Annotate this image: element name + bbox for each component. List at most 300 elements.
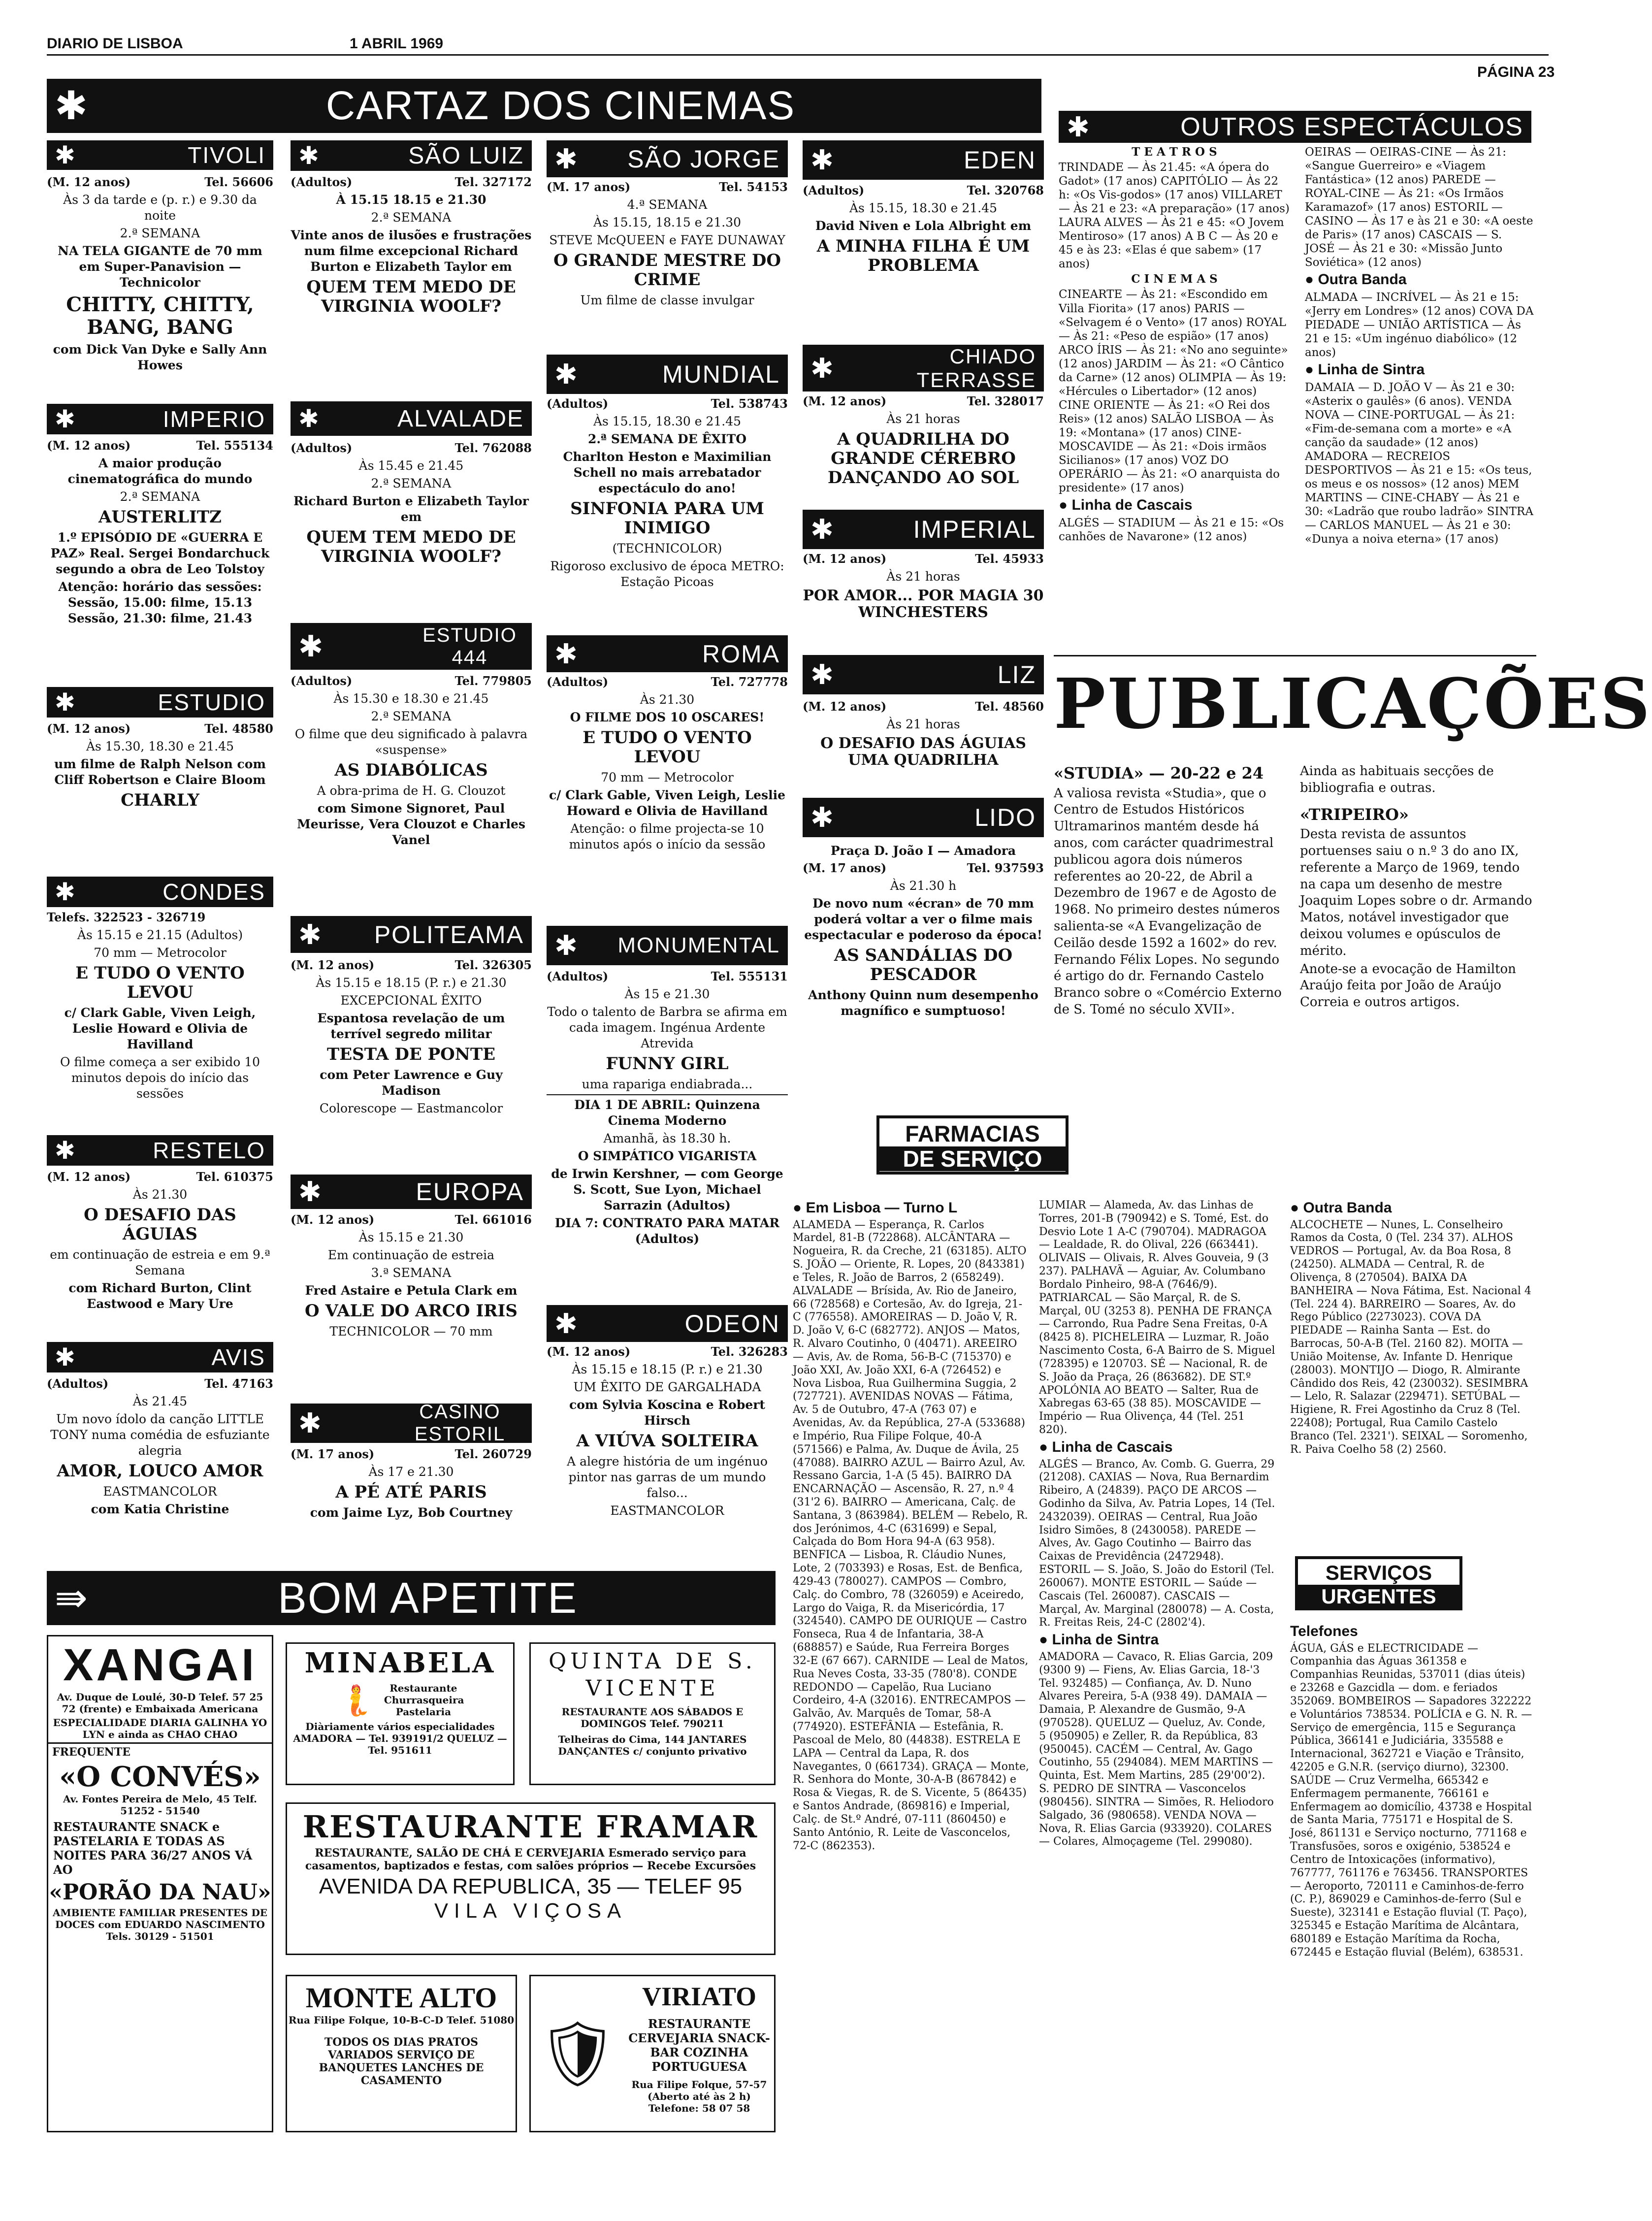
description: O filme que deu significado à palavra «suspense» [294, 726, 528, 757]
cast: com Dick Van Dyke e Sally Ann Howes [53, 342, 267, 372]
minabela-text: Diàriamente vários especialidades [305, 1721, 495, 1732]
cast-2: de Irwin Kershner, — com George S. Scott, Sue Lyon, Michael Sarrazin (Adultos) [551, 1166, 783, 1212]
cinema-odeon [547, 1344, 788, 1541]
age-rating: (M. 12 anos) [47, 175, 131, 189]
phone: Tel. 937593 [967, 861, 1044, 875]
montealto-name: MONTE ALTO [305, 1982, 497, 2014]
cinema-name: MONUMENTAL [617, 933, 780, 957]
star-icon: ✱ [810, 352, 834, 384]
xangai-text: ESPECIALIDADE DIARIA GALINHA YO LYN e ainda as CHAO CHAO [53, 1717, 267, 1740]
cinema-header-estudio444 [291, 623, 532, 670]
frequente-label: FREQUENTE [48, 1742, 272, 1761]
sessions: Às 3 da tarde e (p. r.) e 9.30 da noite [63, 192, 257, 223]
cinemas-title: CARTAZ DOS CINEMAS [325, 83, 796, 128]
cinema-lido [803, 841, 1044, 1078]
phone: Tel. 48580 [204, 721, 273, 736]
phone: Tel. 538743 [711, 396, 788, 411]
phone: Tel. 326283 [711, 1344, 788, 1359]
outros-title: OUTROS ESPECTÁCULOS [1180, 112, 1523, 141]
cinema-tivoli [47, 175, 273, 384]
telefones-heading: Telefones [1290, 1623, 1358, 1639]
film-title: E TUDO O VENTO LEVOU [75, 963, 245, 1002]
film-title: QUEM TEM MEDO DE VIRGINIA WOOLF? [306, 277, 516, 316]
sessions: Às 21 horas [886, 569, 960, 584]
sintra-list: DAMAIA — D. JOÃO V — Às 21 e 30: «Asterix o gaulês» (6 anos). VENDA NOVA — CINE-PORTUGAL — Às 21: «Fim-de-semana com a morte» e «A canção da saudade» (12 anos) AMADORA — RECREIOS DESPORTIVOS — Às 21 e 15: «Os teus, os meus e os nossos» (12 anos) MEM MARTINS — CINE-CHABY — Às 21 e 30: «Ladrão que roubo ladrão» SINTRA — CARLOS MANUEL — Às 21 e 30: «Dunya a noiva eterna» (17 anos) [1305, 381, 1533, 546]
cinema-header-europa [291, 1175, 532, 1209]
cinema-name: POLITEAMA [374, 920, 524, 948]
age-rating: (Adultos) [547, 969, 609, 983]
cinema-roma [547, 675, 788, 906]
farmacias-col2 [1039, 1199, 1275, 2125]
porao-name: «PORÃO DA NAU» [49, 1880, 271, 1905]
sintra-heading: Linha de Sintra [1318, 361, 1425, 378]
description: A maior produção cinematográfica do mundo [67, 456, 253, 486]
cinema-imperial [803, 552, 1044, 643]
star-icon: ✱ [55, 688, 75, 716]
phone: Tel. 48560 [975, 699, 1044, 714]
phone: Tel. 327172 [454, 175, 532, 189]
note: Em continuação de estreia [327, 1247, 495, 1262]
format: 70 mm — Metrocolor [601, 770, 734, 784]
notice: O filme começa a ser exibido 10 minutos depois do início das sessões [60, 1054, 260, 1101]
cast: Charlton Heston e Maximilian Schell no mais arrebatador espectáculo do ano! [563, 449, 772, 495]
sessions: Às 15.15 e 18.15 (P. r.) e 21.30 [572, 1362, 763, 1376]
note: Rigoroso exclusivo de época METRO: Estação Picoas [550, 558, 784, 589]
cinema-eden [803, 183, 1044, 331]
phone: Telefs. 322523 - 326719 [47, 910, 206, 924]
cinema-header-imperio [47, 404, 273, 434]
film-title: FUNNY GIRL [606, 1053, 729, 1074]
teatros-heading: T E A T R O S [1132, 145, 1217, 159]
film-title: O DESAFIO DAS ÁGUIAS UMA QUADRILHA [820, 734, 1026, 769]
film-title: A MINHA FILHA É UM PROBLEMA [816, 236, 1030, 275]
phone: Tel. 727778 [711, 675, 788, 689]
tripeiro-heading: «TRIPEIRO» [1300, 805, 1409, 824]
cinema-chiado [803, 394, 1044, 502]
description: De novo num «écran» de 70 mm poderá voltar a ver o filme mais espectacular e poderoso da época! [804, 896, 1042, 942]
star-icon: ✱ [554, 1307, 578, 1339]
cast: com Peter Lawrence e Guy Madison [320, 1067, 503, 1098]
cinema-name: AVIS [211, 1344, 265, 1370]
cinema-europa [291, 1212, 532, 1395]
film-title: QUEM TEM MEDO DE VIRGINIA WOOLF? [306, 527, 516, 566]
porao-text: AMBIENTE FAMILIAR PRESENTES DE DOCES com EDUARDO NASCIMENTO Tels. 30129 - 51501 [52, 1907, 268, 1942]
film-title: A QUADRILHA DO GRANDE CÉREBRO DANÇANDO AO SOL [827, 429, 1019, 488]
publicacoes-right [1300, 763, 1536, 1078]
framar-name: RESTAURANTE FRAMAR [302, 1809, 759, 1845]
farmacias-lisboa-list-2: LUMIAR — Alameda, Av. das Linhas de Torres, 201-B (790942) e S. Tomé, Est. do Desvio Lote 1 A-C (790704). MADRAGOA — Lealdade, R. do Olival, 226 (663441). OLIVAIS — Olivais, R. Alves Gouveia, 9 (3 237). PALHAVÃ — Aguiar, Av. Columbano Bordalo Pinheiro, 98-A (7646/9). PATRIARCAL — São Marçal, R. de S. Marçal, 0U (3253 8). PENHA DE FRANÇA — Carrondo, Rua Padre Sena Freitas, 0-A (8425 8). PICHELEIRA — Luzmar, R. João Nascimento Costa, 6-A Bairro de S. Miguel (728395) e 120703. SÉ — Nacional, R. de S. João da Praça, 26 (863682). DE ST.º APOLÓNIA AO BEATO — Salter, Rua de Xabregas 63-65 (38 85). MOSCAVIDE — Império — Rua Olivença, 44 (Tel. 251 820). [1039, 1199, 1275, 1437]
farmacias-col1 [793, 1199, 1029, 2125]
week: 3.ª SEMANA [371, 1265, 452, 1280]
cinema-name: IMPERIAL [913, 516, 1036, 543]
bullet-icon: ● [1305, 271, 1314, 288]
episode: 1.º EPISÓDIO DE «GUERRA E PAZ» Real. Sergei Bondarchuck segundo a obra de Leo Tolstoy [50, 530, 270, 576]
film-title-2: O SIMPÁTICO VIGARISTA [578, 1148, 757, 1163]
cinema-header-liz [803, 655, 1044, 694]
cinema-name: EDEN [964, 146, 1036, 174]
note: A alegre história de um ingénuo pintor nas garras de um mundo falso... [567, 1454, 768, 1500]
farmacias-sintra-list: AMADORA — Cavaco, R. Elias Garcia, 209 (9300 9) — Fiens, Av. Elias Garcia, 18-'3 Tel. 932485) — Confiança, Av. D. Nuno Alvares Pereira, 5-A (938 49). DAMAIA — Damaia, P. Alexandre de Gusmão, 9-A (970528). QUELUZ — Queluz, Av. Conde, 5 (950905) e Zeller, R. da República, 83 (950045). CACÉM — Central, Av. Gago Coutinho, 55 (294084). MEM MARTINS — Quinta, Est. Mem Martins, 285 (29'00'2). S. PEDRO DE SINTRA — Vasconcelos (980456). SINTRA — Simões, R. Heliodoro Salgado, 36 (980658). VENDA NOVA — Nova, R. Elias Garcia (933920). COLARES — Colares, Almoçageme (Tel. 299080). [1039, 1650, 1274, 1848]
quinta-name: QUINTA DE S. VICENTE [549, 1649, 756, 1701]
studia-text: A valiosa revista «Studia», que o Centro de Estudos Históricos Ultramarinos mantém desde há anos, com carácter quadrimestral publicou agora dois números referentes ao 20-22, de Abril a Dezembro de 1967 e de Agosto de 1968. No primeiro destes números salienta-se «A Evangelização de Ceilão desde 1592 a 1602» do rev. Fernando Félix Lopes. No segundo é artigo do dr. Fernando Castelo Branco sobre o «Comércio Externo de S. Tomé no século XVII». [1054, 785, 1282, 1017]
phone: Tel. 555131 [711, 969, 788, 983]
cinema-estudio [47, 721, 273, 869]
star-icon: ✱ [554, 930, 578, 961]
film-title: O DESAFIO DAS ÁGUIAS [84, 1205, 236, 1244]
film-title: AS SANDÁLIAS DO PESCADOR [834, 945, 1013, 984]
age-rating: (M. 17 anos) [803, 861, 887, 875]
film-title: POR AMOR... POR MAGIA 30 WINCHESTERS [803, 587, 1044, 621]
star-icon: ✱ [554, 638, 578, 669]
cinema-name: ALVALADE [397, 405, 524, 432]
age-rating: (M. 12 anos) [803, 552, 887, 566]
cinema-name: CASINO ESTORIL [414, 1401, 506, 1445]
description: O FILME DOS 10 OSCARES! [570, 710, 765, 724]
servicos-list: ÁGUA, GÁS e ELECTRICIDADE — Companhia das Águas 361358 e Companhias Reunidas, 537011 (dias úteis) e 23268 e Gazcidla — dom. e feriados 352069. BOMBEIROS — Sapadores 322222 e Voluntários 738534. POLÍCIA e G. N. R. — Serviço de emergência, 115 e Segurança Pública, 366141 e Judiciária, 335588 e Internacional, 362721 e Viação e Trânsito, 42205 e G.N.R. (serviço diurno), 32300. SAÚDE — Cruz Vermelha, 665342 e Enfermagem permanente, 766161 e Enfermagem ao domicílio, 43738 e Hospital de Santa Maria, 775171 e Hospital de S. José, 861131 e Serviço nocturno, 771168 e Transfusões, soros e oxigénio, 538524 e Centro de Intoxicações (informativo), 767777, 761176 e 763456. TRANSPORTES — Aeroporto, 720111 e Caminhos-de-ferro (C. P.), 869029 e Caminhos-de-ferro (Sul e Sueste), 323141 e Estação fluvial (T. Paço), 325345 e Estação Marítima de Alcântara, 680189 e Estação Marítima da Rocha, 672445 e Estação fluvial (Belém), 638531. [1290, 1642, 1532, 1959]
film-title: AUSTERLITZ [98, 507, 222, 527]
tripeiro-text-2: Anote-se a evocação de Hamilton Araújo feita por João de Araújo Correia e outros artigos. [1300, 961, 1516, 1010]
publicacoes-title: PUBLICAÇÕES [1054, 664, 1652, 745]
age-rating: (Adultos) [547, 396, 609, 411]
cinema-estudio444 [291, 674, 532, 900]
cinema-name: EUROPA [416, 1178, 524, 1206]
phone: Tel. 54153 [719, 180, 788, 194]
farmacias-lisboa-list: ALAMEDA — Esperança, R. Carlos Mardel, 81-B (722868). ALCÂNTARA — Nogueira, R. da Creche, 21 (63185). ALTO S. JOÃO — Oriente, R. Lopes, 20 (843381) e Teles, R. João de Barros, 2 (658249). ALVALADE — Brísida, Av. Rio de Janeiro, 66 (728568) e Cortesão, Av. do Igreja, 21-C (776558). AMOREIRAS — D. João V, R. D. João V, 6-C (682772). ANJOS — Matos, R. Alvaro Coutinho, 0 (40471). AREEIRO — Avis, Av. de Roma, 56-B-C (715370) e João XXI, Av. João XXI, 6-A (726452) e Nova Lisboa, Rua Guilhermina Suggia, 2 (727721). AVENIDAS NOVAS — Fátima, Av. 5 de Outubro, 47-A (763 07) e Avenidas, Av. da República, 27-A (533688) e Império, Rua Filipe Folque, 40-A (571566) e Palma, Av. Duque de Ávila, 25 (47088). BAIRRO AZUL — Bairro Azul, Av. Ressano Garcia, 1-A (5 45). BAIRRO DA ENCARNAÇÃO — Ascensão, R. 27, n.º 4 (31'2 6). BAIRRO — Americana, Calç. de Santana, 3 (863984). BELÉM — Rebelo, R. dos Jerónimos, 4-C (631699) e Sepal, Calçada do Bom Hora 94-A (63 958). BENFICA — Lisboa, R. Cláudio Nunes, Lote, 2 (703393) e Rosas, Est. de Benfica, 429-43 (780027). CAMPOS — Combro, Calç. do Combro, 78 (326059) e Aceiredo, Largo do Vaiga, R. da Misericórdia, 17 (324540). CAMPO DE OURIQUE — Castro Fonseca, Rua 4 de Infantaria, 38-A (688857) e Saúde, Rua Ferreira Borges 32-E (67 667). CARNIDE — Leal de Matos, Rua Neves Costa, 33-35 (780'8). CONDE REDONDO — Capelão, Rua Luciano Cordeiro, 4-A (32016). ENTRECAMPOS — Galvão, Av. Marquês de Tomar, 58-A (774920). ESTEFÂNIA — Estefânia, R. Pascoal de Melo, 80 (44838). ESTRELA E LAPA — Central da Lapa, R. dos Navegantes, 0 (661734). GRAÇA — Monte, R. Senhora do Monte, 30-A-B (867842) e Rosa & Viegas, R. de S. Vicente, 5 (86435) e Santos Andrade, (869816) e Imperial, Calç. de St.º André, 07-111 (860450) e Santo António, R. Leite de Vasconcelos, 72-C (862353). [793, 1218, 1029, 1852]
servicos-title-1: SERVIÇOS [1325, 1561, 1432, 1584]
cascais-heading: Linha de Cascais [1052, 1438, 1173, 1455]
farmacias-banda-list: ALCOCHETE — Nunes, L. Conselheiro Ramos da Costa, 0 (Tel. 234 37). ALHOS VEDROS — Portugal, Av. da Boa Rosa, 8 (24250). ALMADA — Central, R. de Olivença, 8 (270504). BAIXA DA BANHEIRA — Nova Fátima, Est. Nacional 4 (Tel. 224 4). BARREIRO — Soares, Av. do Rego Público (2273023). COVA DA PIEDADE — Rainha Santa — Est. do Barrocas, 50-A-B (Tel. 2160 82). MOITA — União Moitense, Av. Infante D. Henrique (28003). MONTIJO — Diogo, R. Almirante Cândido dos Reis, 42 (230032). SESIMBRA — Lelo, R. Salazar (229471). SETÚBAL — Higiene, R. Frei Agostinho da Cruz 8 (Tel. 22408); Portugal, Rua Camilo Castelo Branco (Tel. 2321'). SEIXAL — Soromenho, R. Paiva Coelho 58 (2) 2560. [1290, 1218, 1531, 1456]
sessions: À 15.15 18.15 e 21.30 [336, 192, 486, 207]
cinema-restelo [47, 1170, 273, 1332]
bullet-icon: ● [793, 1200, 802, 1216]
week: 2.ª SEMANA [371, 476, 452, 490]
cast: c/ Clark Gable, Viven Leigh, Leslie Howard e Olivia de Havilland [549, 787, 785, 818]
cinema-name: ODEON [684, 1309, 780, 1338]
age-rating: (Adultos) [547, 675, 609, 689]
cinema-header-roma [547, 635, 788, 672]
warrior-icon: 🛡 [537, 2016, 618, 2091]
star-icon: ✱ [55, 141, 75, 169]
outros-right [1305, 145, 1534, 648]
farmacias-title-2: DE SERVIÇO [879, 1146, 1066, 1172]
cinema-name: LIDO [974, 804, 1036, 831]
format: 70 mm — Metrocolor [94, 945, 227, 960]
star-icon: ✱ [298, 405, 319, 432]
cinemas-header [47, 79, 1041, 133]
bomapetite-title: BOM APETITE [278, 1573, 578, 1622]
age-rating: (M. 12 anos) [803, 394, 887, 408]
film-title: A PÉ ATÉ PARIS [335, 1482, 487, 1502]
sessions: Às 15.30 e 18.30 e 21.45 [333, 691, 489, 706]
format: (TECHNICOLOR) [612, 541, 722, 555]
ad-framar [286, 1802, 776, 1955]
star-icon: ✱ [810, 514, 834, 545]
ad-quinta [529, 1642, 776, 1785]
cinema-header-odeon [547, 1305, 788, 1342]
bullet-icon: ● [1305, 361, 1314, 378]
banda-heading: Outra Banda [1303, 1200, 1392, 1216]
star-icon: ✱ [554, 143, 578, 174]
ad-minabela [286, 1642, 515, 1785]
sessions: Às 15.15 e 21.15 (Adultos) [77, 927, 243, 942]
cinema-name: ESTUDIO [158, 689, 265, 715]
sintra-heading: Linha de Sintra [1052, 1632, 1159, 1648]
minabela-address: AMADORA — Tel. 939191/2 QUELUZ — Tel. 951611 [293, 1732, 507, 1756]
cinema-name: ESTUDIO 444 [422, 624, 517, 668]
week: 2.ª SEMANA [120, 489, 200, 504]
star-icon: ✱ [810, 802, 834, 833]
publicacoes-left [1054, 763, 1290, 1078]
cinema-name: LIZ [997, 661, 1036, 688]
conves-address: Av. Fontes Pereira de Melo, 45 Telf. 51252 - 51540 [63, 1793, 257, 1817]
cast: com Simone Signoret, Paul Meurisse, Vera Clouzot e Charles Vanel [297, 801, 525, 847]
cast: c/ Clark Gable, Viven Leigh, Leslie Howard e Olivia de Havilland [64, 1005, 256, 1051]
age-rating: (M. 17 anos) [291, 1447, 375, 1461]
servicos-body [1290, 1623, 1534, 2125]
week: 2.ª SEMANA [120, 226, 200, 240]
page-number: PÁGINA 23 [1477, 64, 1555, 80]
cinema-alvalade [291, 441, 532, 613]
cinema-mundial [547, 396, 788, 628]
description: Espantosa revelação de um terrível segredo militar [317, 1011, 505, 1041]
cinema-header-estoril [291, 1401, 532, 1445]
note: NA TELA GIGANTE de 70 mm em Super-Panavision — Technicolor [58, 243, 262, 290]
cast: com Richard Burton, Clint Eastwood e Mary Ure [68, 1280, 252, 1311]
film-title: CHITTY, CHITTY, BANG, BANG [66, 293, 254, 339]
age-rating: (M. 12 anos) [803, 699, 887, 714]
cast: Fred Astaire e Petula Clark em [305, 1283, 518, 1298]
phone: Tel. 326305 [454, 958, 532, 972]
cinema-header-avis [47, 1342, 273, 1372]
film-title: O VALE DO ARCO IRIS [305, 1301, 518, 1321]
cinema-header-imperial [803, 510, 1044, 549]
cinema-name: SÃO JORGE [627, 145, 780, 173]
cinema-header-mundial [547, 355, 788, 394]
cascais-heading: Linha de Cascais [1071, 497, 1193, 514]
description: Vinte anos de ilusões e frustrações num filme excepcional Richard Burton e Elizabeth Taylor em [291, 228, 532, 274]
studia-text-2: Ainda as habituais secções de bibliografia e outras. [1300, 764, 1494, 795]
age-rating: (Adultos) [291, 175, 353, 189]
cinema-header-monumental [547, 926, 788, 965]
servicos-title-2: URGENTES [1298, 1585, 1459, 1608]
age-rating: (M. 12 anos) [47, 1170, 131, 1184]
phone: Tel. 555134 [196, 438, 273, 453]
outros-left [1059, 145, 1290, 648]
star-icon: ✱ [55, 84, 88, 128]
bullet-icon: ● [1039, 1632, 1048, 1648]
cinema-saoluiz [291, 175, 532, 387]
note: EXCEPCIONAL ÊXITO [340, 993, 482, 1008]
cinema-monumental [547, 969, 788, 1274]
day-notice: DIA 1 DE ABRIL: Quinzena Cinema Moderno [547, 1094, 788, 1129]
week: 2.ª SEMANA [371, 709, 452, 723]
star-icon: ✱ [298, 1407, 322, 1438]
cinema-name: RESTELO [153, 1138, 265, 1163]
star-icon: ✱ [55, 1343, 75, 1371]
phone: Tel. 661016 [454, 1212, 532, 1227]
description: Um novo ídolo da canção LITTLE TONY numa comédia de esfuziante alegria [50, 1411, 270, 1458]
masthead-rule [47, 54, 1549, 56]
cast: David Niven e Lola Albright em [815, 218, 1032, 233]
format: EASTMANCOLOR [103, 1484, 217, 1499]
conves-text: RESTAURANTE SNACK e PASTELARIA E TODAS AS NOITES PARA 36/27 ANOS VÁ AO [53, 1820, 253, 1877]
studia-heading: «STUDIA» — 20-22 e 24 [1054, 764, 1264, 783]
viriato-text: RESTAURANTE CERVEJARIA SNACK-BAR COZINHA PORTUGUESA [628, 2017, 770, 2074]
film-title: SINFONIA PARA UM INIMIGO [570, 498, 764, 538]
note: Um filme de classe invulgar [580, 293, 754, 307]
framar-town: VILA VIÇOSA [434, 1899, 627, 1922]
tomorrow: Amanhã, às 18.30 h. [603, 1131, 731, 1145]
cinemas-list: CINEARTE — Às 21: «Escondido em Villa Fiorita» (17 anos) PARIS — «Selvagem é o Vento» (17 anos) ROYAL — Às 21: «Peso de espião» (17 anos) ARCO ÍRIS — Às 21: «No ano seguinte» (12 anos) JARDIM — Às 21: «O Cântico da Carne» (12 anos) OLIMPIA — Às 19: «Hércules o Libertador» (12 anos) CINE ORIENTE — Às 21: «O Rei dos Reis» (12 anos) SALÃO LISBOA — Às 19: «Montana» (17 anos) CINE-MOSCAVIDE — Às 21: «Dois irmãos Sicilianos» (17 anos) VOZ DO OPERÁRIO — Às 21: «O anarquista do presidente» (17 anos) [1059, 288, 1288, 495]
cinema-header-lido [803, 798, 1044, 837]
cinema-header-estudio [47, 687, 273, 718]
age-rating: (M. 12 anos) [547, 1344, 631, 1359]
phone: Tel. 47163 [204, 1376, 273, 1391]
age-rating: (Adultos) [291, 441, 353, 455]
cinema-header-eden [803, 140, 1044, 180]
farmacias-header [876, 1115, 1069, 1175]
phone: Tel. 328017 [967, 394, 1044, 408]
quinta-subtitle: RESTAURANTE AOS SÁBADOS E DOMINGOS Telef. 790211 [561, 1706, 744, 1730]
cinema-name: MUNDIAL [662, 360, 780, 388]
star-icon: ✱ [298, 918, 322, 950]
viriato-name: VIRIATO [642, 1982, 757, 2011]
cinema-header-saoluiz [291, 140, 532, 171]
star-icon: ✱ [810, 659, 834, 690]
star-icon: ✱ [810, 144, 834, 175]
cinema-politeama [291, 958, 532, 1165]
bullet-icon: ● [1290, 1200, 1299, 1216]
star-icon: ✱ [298, 142, 319, 169]
age-rating: (M. 12 anos) [291, 958, 375, 972]
star-icon: ✱ [554, 359, 578, 390]
byline: A obra-prima de H. G. Clouzot [317, 783, 506, 798]
star-icon: ✱ [55, 878, 75, 906]
cinema-header-condes [47, 877, 273, 907]
sessions: Às 17 e 21.30 [368, 1464, 454, 1479]
format: Colorescope — Eastmancolor [319, 1101, 503, 1115]
note: em continuação de estreia e em 9.ª Semana [50, 1247, 270, 1277]
age-rating: (M. 12 anos) [47, 721, 131, 736]
age-rating: (M. 17 anos) [547, 180, 631, 194]
outros-header [1059, 111, 1531, 143]
quinta-text: Telheiras do Cima, 144 JANTARES DANÇANTES c/ conjunto privativo [558, 1733, 747, 1757]
star-icon: ✱ [55, 1137, 75, 1164]
sessions: Às 15.45 e 21.45 [358, 458, 464, 473]
star-icon: ✱ [55, 405, 75, 433]
sessions: Às 15.15, 18.30 e 21.45 [849, 200, 998, 215]
cinema-saojorge [547, 180, 788, 342]
sessions: Às 21.45 [132, 1394, 188, 1408]
notice: Atenção: o filme projecta-se 10 minutos após o início da sessão [569, 821, 766, 851]
conves-name: «O CONVÉS» [59, 1761, 261, 1793]
star-icon: ✱ [1067, 111, 1090, 142]
bullet-icon: ● [1059, 497, 1068, 514]
sessions: Às 21 horas [886, 717, 960, 731]
xangai-name: XANGAI [63, 1640, 257, 1690]
sessions: Às 15.15, 18.15 e 21.30 [593, 215, 742, 229]
minabela-subtitle: Restaurante Churrasqueira Pastelaria [384, 1682, 464, 1718]
cinema-header-restelo [47, 1135, 273, 1166]
arrow-icon: ⇛ [55, 1576, 88, 1620]
cinema-name: IMPERIO [162, 406, 265, 432]
framar-text: RESTAURANTE, SALÃO DE CHÁ E CERVEJARIA Esmerado serviço para casamentos, baptizados e festas, com salões próprios — Recebe Excursões [305, 1847, 756, 1872]
banda-list: ALMADA — INCRÍVEL — Às 21 e 15: «Jerry em Londres» (12 anos) COVA DA PIEDADE — UNIÃO ARTÍSTICA — Às 21 e 15: «Um ingénuo diabólico» (12 anos) [1305, 291, 1534, 359]
phone: Tel. 45933 [975, 552, 1044, 566]
star-icon: ✱ [298, 629, 324, 663]
notice: Atenção: horário das sessões: Sessão, 15.00: filme, 15.13 Sessão, 21.30: filme, 21.43 [58, 579, 262, 625]
cinema-name: CHIADO TERRASSE [916, 344, 1036, 392]
address: Praça D. João I — Amadora [830, 844, 1016, 858]
cinema-avis [47, 1376, 273, 1541]
sessions: Às 21.30 h [890, 878, 957, 893]
ad-xangai [47, 1635, 273, 2132]
cinema-name: TIVOLI [188, 142, 265, 168]
banda-heading: Outra Banda [1318, 271, 1407, 288]
masthead-date: 1 ABRIL 1969 [350, 35, 444, 52]
sessions: Às 15 e 21.30 [624, 986, 710, 1001]
cinema-header-chiado [803, 345, 1044, 392]
viriato-address: Rua Filipe Folque, 57-57 (Aberto até às 2 h) Telefone: 58 07 58 [631, 2079, 767, 2114]
farmacias-title-1: FARMACIAS [905, 1121, 1040, 1146]
teatros-list: TRINDADE — Às 21.45: «A ópera do Gadot» (17 anos) CAPITÓLIO — Às 22 h: «Os Vis-godos» (17 anos) VILLARET — Às 21 e 23: «A preparação» (17 anos) LAURA ALVES — Às 21 e 45: «O Jovem Mentiroso» (17 anos) A B C — Às 20 e 45 e às 23: «Elas é que sabem» (17 anos) [1059, 161, 1290, 271]
description: UM ÊXITO DE GARGALHADA [573, 1379, 761, 1394]
phone: Tel. 56606 [204, 175, 273, 189]
format: TECHNICOLOR — 70 mm [329, 1324, 493, 1339]
cinema-name: CONDES [162, 879, 265, 905]
ad-viriato [529, 1975, 776, 2132]
film-title: CHARLY [121, 790, 199, 810]
minabela-name: MINABELA [304, 1647, 496, 1679]
cast: Anthony Quinn num desempenho magnífico e sumptuoso! [808, 987, 1038, 1018]
sessions: Às 15.15 e 21.30 [358, 1230, 464, 1244]
montealto-address: Rua Filipe Folque, 10-B-C-D Telef. 51080 [288, 2014, 515, 2026]
publicacoes-rule [1054, 655, 1536, 656]
sessions: Às 21.30 [132, 1187, 188, 1202]
format: EASTMANCOLOR [610, 1503, 724, 1518]
phone: Tel. 610375 [196, 1170, 273, 1184]
cinema-name: SÃO LUIZ [408, 142, 524, 169]
age-rating: (Adultos) [47, 1376, 109, 1391]
cast: Richard Burton e Elizabeth Taylor em [293, 493, 529, 524]
cinema-estoril [291, 1447, 532, 1545]
cast: com Sylvia Koscina e Robert Hirsch [569, 1397, 765, 1428]
farmacias-cascais-list: ALGÉS — Branco, Av. Comb. G. Guerra, 29 (21208). CAXIAS — Nova, Rua Bernardim Ribeiro, A (24839). PAÇO DE ARCOS — Godinho da Silva, Av. Patria Lopes, 14 (Tel. 2432039). OEIRAS — Central, Rua João Isidro Simões, 8 (2430058). PAREDE — Alves, Av. Gago Coutinho — Bairro das Caixas de Previdência (2472948). ESTORIL — S. João, S. João do Estoril (Tel. 260067). MONTE ESTORIL — Saúde — Cascais (Tel. 260087). CASCAIS — Marçal, Av. Marginal (280078) — A. Costa, R. Freitas Reis, 24-C (2802'4). [1039, 1458, 1275, 1629]
film-title: TESTA DE PONTE [326, 1044, 496, 1064]
phone: Tel. 320768 [967, 183, 1044, 197]
description: Todo o talento de Barbra se afirma em cada imagem. Ingénua Ardente Atrevida [547, 1004, 787, 1050]
farmacias-col3 [1290, 1199, 1531, 1544]
cinema-header-tivoli [47, 140, 273, 170]
subtitle: uma rapariga endiabrada... [582, 1077, 753, 1091]
servicos-header [1295, 1556, 1462, 1610]
phone: Tel. 779805 [454, 674, 532, 688]
age-rating: (Adultos) [291, 674, 353, 688]
lisboa-heading: Em Lisboa — Turno L [806, 1200, 958, 1216]
age-rating: (Adultos) [803, 183, 865, 197]
week: 4.ª SEMANA [627, 197, 708, 212]
ad-montealto [286, 1975, 517, 2132]
cinema-header-alvalade [291, 401, 532, 436]
masthead-paper: DIARIO DE LISBOA [47, 35, 183, 52]
film-title: AMOR, LOUCO AMOR [57, 1461, 263, 1481]
phone: Tel. 762088 [454, 441, 532, 455]
outros-list: OEIRAS — OEIRAS-CINE — Às 21: «Sangue Guerreiro» e «Viagem Fantástica» (12 anos) PAREDE — ROYAL-CINE — Às 21: «Os Irmãos Karamazof» (17 anos) ESTORIL — CASINO — Às 17 e às 21 e 30: «A oeste de Paris» (17 anos) CASCAIS — S. JOSÉ — Às 21 e 30: «Missão Junto Soviética» (12 anos) [1305, 146, 1533, 269]
cinema-header-saojorge [547, 140, 788, 177]
cinema-condes [47, 910, 273, 1117]
sessions: Às 15.15, 18.30 e 21.45 [593, 414, 742, 428]
cinema-header-politeama [291, 916, 532, 953]
